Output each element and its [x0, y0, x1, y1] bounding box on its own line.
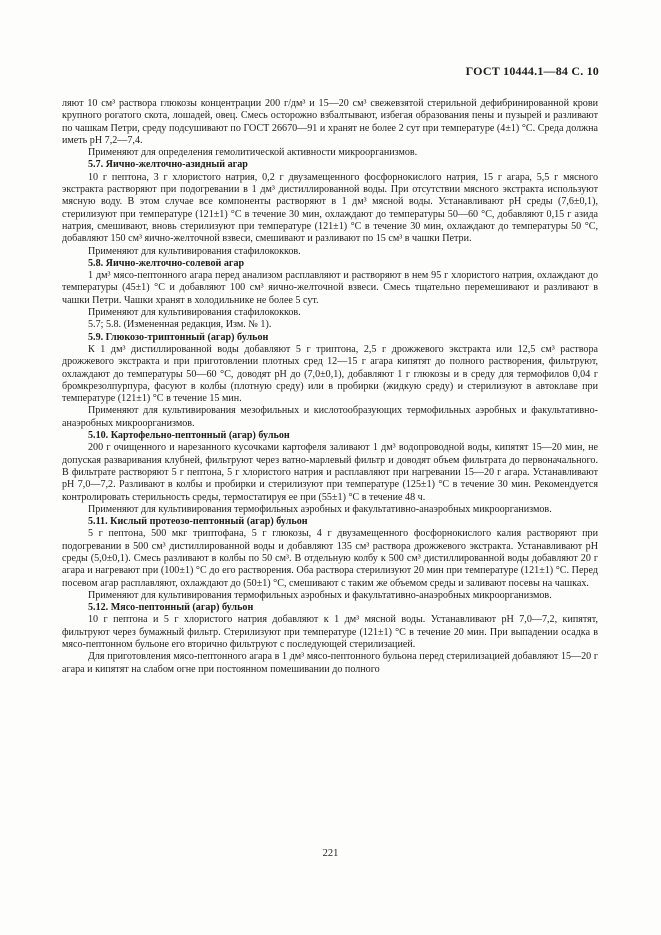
- paragraph: 1 дм³ мясо-пептонного агара перед анализом расплавляют и растворяют в нем 95 г хлористого натрия, охлаждают до температуры (45±1) °С и добавляют 100 см³ яично-желточной взвеси. Смесь тщательно перемешивают и разливают в чашки Петри. Чашки хранят в холодильнике не более 5 сут.: [62, 270, 598, 306]
- page-header: ГОСТ 10444.1—84 С. 10: [465, 64, 599, 78]
- paragraph: Для приготовления мясо-пептонного агара в 1 дм³ мясо-пептонного бульона перед стерилизацией добавляют 15—20 г агара и кипятят на слабом огне при постоянном помешивании до полного: [62, 651, 598, 675]
- paragraph: Применяют для культивирования термофильных аэробных и факультативно-анаэробных микроорганизмов.: [88, 589, 552, 601]
- section-heading: 5.8. Яично-желточно-солевой агар: [88, 257, 245, 269]
- document-body: [62, 98, 598, 676]
- page-number: 221: [322, 848, 339, 859]
- section-heading: 5.7. Яично-желточно-азидный агар: [88, 159, 248, 171]
- section-heading: 5.9. Глюкозо-триптонный (агар) бульон: [88, 331, 269, 343]
- paragraph: 10 г пептона, 3 г хлористого натрия, 0,2 г двузамещенного фосфорнокислого натрия, 15 г агара, 5,5 г мясного экстракта растворяют при подогревании в 1 дм³ дистиллированной воды. При отсутствии мясного экстракта используют мясную воду. В этом случае все компоненты растворяют в 1 дм³ мясной воды. Устанавливают рН среды (7,6±0,1), стерилизуют при температуре (121±1) °С в течение 30 мин, охлаждают до температуры 50—60 °С, добавляют 0,15 г азида натрия, смешивают, вновь стерилизуют при температуре (121±1) °С в течение 30 мин, охлаждают до температуры 50 °С, добавляют 150 см³ яично-желточной взвеси, смешивают и разливают по 15 см³ в чашки Петри.: [62, 171, 598, 245]
- paragraph: К 1 дм³ дистиллированной воды добавляют 5 г триптона, 2,5 г дрожжевого экстракта или 12,5 см³ раствора дрожжевого экстракта и при приготовлении плотных сред 12—15 г агара кипятят до полного растворения, фильтруют, охлаждают до температуры 50—60 °С, доводят рН до (7,0±0,1), добавляют 1 г глюкозы и в среду для термофилов 0,04 г бромкрезолпурпура, фасуют в колбы (плотную среду) или в пробирки (жидкую среду) и стерилизуют в автоклаве при температуре (121±1) °С в течение 15 мин.: [62, 343, 598, 405]
- section-heading: 5.11. Кислый протеозо-пептонный (агар) бульон: [88, 516, 308, 528]
- paragraph: Применяют для культивирования стафилококков.: [88, 307, 301, 319]
- paragraph: Применяют для культивирования термофильных аэробных и факультативно-анаэробных микроорганизмов.: [88, 503, 552, 515]
- paragraph: Применяют для культивирования стафилококков.: [88, 245, 301, 257]
- paragraph: 200 г очищенного и нарезанного кусочками картофеля заливают 1 дм³ водопроводной воды, кипятят 15—20 мин, не допуская разваривания клубней, фильтруют через ватно-марлевый фильтр и доводят объем фильтрата до первоначального. В фильтрате растворяют 5 г пептона, 5 г хлористого натрия и расплавляют при нагревании 15—20 г агара. Устанавливают рН 7,0—7,2. Разливают в колбы и пробирки и стерилизуют при температуре (125±1) °С в течение 30 мин. Рекомендуется контролировать стерильность среды, термостатируя ее при (55±1) °С в течение 48 ч.: [62, 442, 598, 503]
- section-heading: 5.12. Мясо-пептонный (агар) бульон: [88, 602, 254, 614]
- paragraph: 5.7; 5.8. (Измененная редакция, Изм. № 1).: [88, 319, 272, 331]
- paragraph: 10 г пептона и 5 г хлористого натрия добавляют к 1 дм³ мясной воды. Устанавливают рН 7,0—7,2, кипятят, фильтруют через бумажный фильтр. Стерилизуют при температуре (121±1) °С в течение 20 мин. При выпадении осадка в мясо-пептонном бульоне его вторично фильтруют с последующей стерилизацией.: [62, 614, 598, 651]
- paragraph: Применяют для культивирования мезофильных и кислотообразующих термофильных аэробных и факультативно-анаэробных микроорганизмов.: [62, 405, 598, 429]
- paragraph: 5 г пептона, 500 мкг триптофана, 5 г глюкозы, 4 г двузамещенного фосфорнокислого калия растворяют при подогревании в 500 см³ дистиллированной воды и добавляют 135 см³ раствора дрожжевого экстракта. Устанавливают рН среды (5,0±0,1). Смесь разливают в колбы по 50 см³. В отдельную колбу к 500 см³ дистиллированной воды добавляют 20 г агара и нагревают при (100±1) °С до его растворения. Оба раствора стерилизуют 20 мин при температуре (121±1) °С. Перед посевом агар расплавляют, охлаждают до (50±1) °С, смешивают с таким же объемом среды и заливают посевы на чашках.: [62, 528, 598, 589]
- section-heading: 5.10. Картофельно-пептонный (агар) бульон: [88, 430, 290, 442]
- paragraph: Применяют для определения гемолитической активности микроорганизмов.: [88, 147, 418, 159]
- paragraph: ляют 10 см³ раствора глюкозы концентрации 200 г/дм³ и 15—20 см³ свежевзятой стерильной дефибринированной крови крупного рогатого скота, лошадей, овец. Смесь осторожно взбалтывают, избегая образования пены и пузырей и разливают по чашкам Петри, среду подсушивают по ГОСТ 26670—91 и хранят не более 2 сут при температуре (4±1) °С. Среда должна иметь рН 7,2—7,4.: [62, 98, 598, 146]
